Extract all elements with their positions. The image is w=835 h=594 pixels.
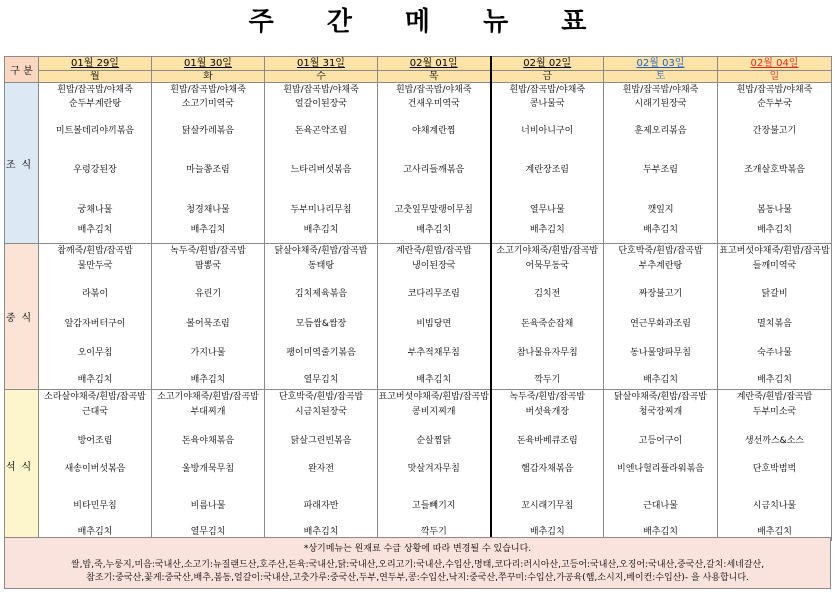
dish-item: 흰밥/잡곡밥/야채죽: [736, 85, 813, 95]
dish-item: 배추김치: [416, 225, 452, 235]
day-date-saturday: 02월 03일: [604, 57, 718, 71]
day-weekday: 월: [39, 71, 152, 83]
dish-item: 순두부계란탕: [68, 99, 122, 109]
dish-item: 흰밥/잡곡밥/야채죽: [622, 85, 699, 95]
day-weekday-sunday: 일: [718, 71, 832, 83]
dish-item: 배추김치: [190, 225, 226, 235]
dish-item: 순두부국: [757, 99, 792, 109]
dish-item: 닭살야채죽/흰밥/잡곡밥: [274, 246, 368, 256]
dish-item: 배추김치: [757, 375, 792, 385]
page-title: 주 간 메 뉴 표: [248, 7, 609, 37]
menu-cell: [39, 390, 152, 541]
category-header: 구 분: [5, 57, 39, 83]
dish-item: 고춧잎무말랭이무침: [394, 205, 473, 215]
dish-item: 배추김치: [643, 527, 678, 537]
notes-origin-line-2: 참조기:중국산,꽃게:중국산,배추,봄동,얼갈이:국내산,고춧가루:중국산,두부,연두부,콩:수입산,낙지:중국산,쭈꾸미:수입산,가공육(햄,소시지,베이컨:수입산)- 을 사용합니다.: [86, 573, 749, 583]
dish-item: 돈육곤약조림: [294, 126, 348, 136]
dish-item: 느타리버섯볶음: [290, 165, 352, 175]
dish-item: 소라살야채죽/흰밥/잡곡밥: [44, 392, 146, 402]
dish-item: 햄감자채볶음: [521, 464, 574, 474]
menu-cell: [491, 390, 604, 541]
dish-item: 배추김치: [77, 527, 113, 537]
dish-item: 표고버섯야채죽/흰밥/잡곡밥: [378, 392, 489, 402]
dish-item: 청경채나물: [186, 205, 230, 215]
day-date-sunday: 02월 04일: [718, 57, 832, 71]
dish-item: 배추김치: [303, 527, 339, 537]
day-date: 02월 02일: [491, 57, 604, 71]
dish-item: 훈제오리볶음: [634, 126, 687, 136]
dish-item: 근대나물: [643, 501, 678, 511]
dish-item: 흰밥/잡곡밥/야채죽: [57, 85, 133, 95]
dish-item: 비타민무침: [73, 501, 117, 511]
dish-item: 흰밥/잡곡밥/야채죽: [395, 85, 472, 95]
menu-cell: [265, 390, 378, 541]
dish-item: 마늘쫑조림: [186, 165, 230, 175]
menu-cell: [718, 390, 832, 541]
dish-item: 간장불고기: [752, 126, 797, 136]
dish-item: 봄동나물: [757, 205, 792, 215]
dish-item: 배추김치: [190, 375, 226, 385]
dish-item: 열무나물: [529, 205, 565, 215]
dish-item: 배추김치: [303, 225, 339, 235]
dish-item: 표고버섯야채죽/흰밥/잡곡밥: [719, 246, 830, 256]
dish-item: 물만두국: [77, 261, 113, 271]
dish-item: 김치전: [534, 289, 561, 299]
menu-cell: [604, 390, 718, 541]
dish-item: 녹두죽/흰밥/잡곡밥: [170, 246, 246, 256]
menu-cell: [491, 244, 604, 390]
menu-cell: [152, 390, 265, 541]
menu-cell: [491, 83, 604, 244]
dish-item: 미트볼데리야끼볶음: [55, 126, 135, 136]
dish-item: 완자전: [307, 464, 335, 474]
meal-row-dinner: [5, 390, 832, 541]
dish-item: 흰밥/잡곡밥/야채죽: [283, 85, 359, 95]
dish-item: 맛살겨자무침: [407, 464, 460, 474]
dish-item: 조개살호박볶음: [744, 165, 805, 175]
day-weekday: 목: [378, 71, 491, 83]
dish-item: 녹두죽/흰밥/잡곡밥: [509, 392, 586, 402]
dish-item: 오이무침: [77, 348, 113, 358]
dish-item: 비엔나헐리플라워볶음: [617, 464, 704, 474]
dish-item: 방어조림: [77, 436, 113, 446]
dish-item: 멸치볶음: [757, 319, 792, 329]
dish-item: 배추김치: [77, 375, 113, 385]
menu-cell: [718, 244, 832, 390]
dish-item: 건새우미역국: [407, 99, 460, 109]
dish-item: 얼갈이된장국: [294, 99, 348, 109]
menu-cell: [265, 83, 378, 244]
dish-item: 돈육바베큐조림: [516, 436, 578, 446]
dish-item: 고등어구이: [638, 436, 683, 446]
menu-cell: [604, 83, 718, 244]
dish-item: 콩비지찌개: [412, 407, 456, 417]
meal-row-breakfast: [5, 83, 832, 244]
dish-item: 소고기야채죽/흰밥/잡곡밥: [157, 392, 259, 402]
dish-item: 비름나물: [190, 501, 226, 511]
dish-item: 콩나물국: [529, 99, 565, 109]
dish-item: 닭갈비: [761, 289, 788, 299]
dish-item: 닭살그린빈볶음: [290, 436, 352, 446]
dish-item: 팜뽕국: [194, 261, 222, 271]
dish-item: 흰밥/잡곡밥/야채죽: [170, 85, 246, 95]
notes-box: [4, 537, 831, 589]
dish-item: 순살찜닭: [416, 436, 452, 446]
dish-item: 계란죽/흰밥/잡곡밥: [395, 246, 472, 256]
menu-cell: [718, 83, 832, 244]
dish-item: 김치제육볶음: [294, 289, 348, 299]
dish-item: 유린기: [194, 289, 222, 299]
day-weekday: 수: [265, 71, 378, 83]
dish-item: 파래자반: [303, 501, 339, 511]
dish-item: 생선까스&소스: [744, 436, 805, 446]
dish-item: 고사리들깨볶음: [403, 165, 465, 175]
dish-item: 깍두기: [420, 527, 447, 537]
dish-item: 흰밥/잡곡밥/야채죽: [509, 85, 586, 95]
dish-item: 야채계란찜: [412, 126, 456, 136]
day-weekday: 화: [152, 71, 265, 83]
dish-item: 닭살카레볶음: [181, 126, 235, 136]
dish-item: 너비아니구이: [521, 126, 574, 136]
weekly-menu-table: [4, 56, 832, 541]
meal-label-breakfast: 조식: [5, 83, 39, 244]
dish-item: 참나물유자무침: [516, 348, 578, 358]
dish-item: 두부미소국: [752, 407, 797, 417]
menu-cell: [378, 244, 491, 390]
day-date: 01월 30일: [152, 57, 265, 71]
menu-cell: [152, 244, 265, 390]
dish-item: 배추김치: [757, 225, 792, 235]
dish-item: 알감자버터구이: [64, 319, 126, 329]
dish-item: 동나물양파무침: [630, 348, 691, 358]
menu-cell: [39, 244, 152, 390]
menu-cell: [378, 83, 491, 244]
dish-item: 냉이된장국: [412, 261, 456, 271]
dish-item: 버섯육개장: [525, 407, 569, 417]
dish-item: 들깨미역국: [752, 261, 797, 271]
dish-item: 팽이미역줄기볶음: [286, 348, 356, 358]
dish-item: 라볶이: [81, 289, 109, 299]
notes-origin-line-1: 쌀,밥,죽,누룽지,미음:국내산,소고기:뉴질랜드산,호주산,돈육:국내산,닭:국내산,오리고기:국내산,수입산,명태,코다리:러시아산,고등어:국내산,오징어:국내산,중국산,갈치:세네갈산,: [70, 560, 765, 570]
dish-item: 단호박죽/흰밥/잡곡밥: [278, 392, 364, 402]
day-date: 02월 01일: [378, 57, 491, 71]
meal-label-lunch: 중식: [5, 244, 39, 390]
dish-item: 고들빼기지: [412, 501, 456, 511]
dish-item: 연근무화과조림: [630, 319, 691, 329]
dish-item: 짜장불고기: [638, 289, 683, 299]
dish-item: 소고기미역국: [181, 99, 235, 109]
day-weekday-saturday: 토: [604, 71, 718, 83]
day-weekday: 금: [491, 71, 604, 83]
dish-item: 코다리무조림: [407, 289, 460, 299]
dish-item: 가지나물: [190, 348, 226, 358]
menu-cell: [152, 83, 265, 244]
menu-cell: [265, 244, 378, 390]
menu-cell: [378, 390, 491, 541]
dish-item: 닭살야채죽/흰밥/잡곡밥: [613, 392, 707, 402]
dish-item: 청국장찌개: [638, 407, 683, 417]
dish-item: 부추적채무침: [407, 348, 460, 358]
dish-item: 비빔당면: [416, 319, 452, 329]
menu-cell: [604, 244, 718, 390]
dish-item: 새송이버섯볶음: [64, 464, 126, 474]
dish-item: 두부미나리무침: [290, 205, 352, 215]
dish-item: 근대국: [81, 407, 109, 417]
dish-item: 모듬쌈&쌈장: [295, 319, 347, 329]
dish-item: 꼬시래기무침: [521, 501, 574, 511]
dish-item: 우렁강된장: [73, 165, 117, 175]
dish-item: 돈육야채볶음: [181, 436, 235, 446]
dish-item: 볼어묵조림: [186, 319, 230, 329]
dish-item: 시래기된장국: [634, 99, 687, 109]
dish-item: 계란죽/흰밥/잡곡밥: [736, 392, 813, 402]
dish-item: 부추계란탕: [638, 261, 683, 271]
dish-item: 열무김치: [303, 375, 339, 385]
dish-item: 동태탕: [307, 261, 335, 271]
menu-cell: [39, 83, 152, 244]
dish-item: 열무김치: [190, 527, 226, 537]
dish-item: 계란장조림: [525, 165, 569, 175]
dish-item: 깍두기: [534, 375, 561, 385]
dish-item: 돈육죽순잡채: [521, 319, 574, 329]
notes-disclaimer: *상기메뉴는 원재료 수급 상황에 따라 변경될 수 있습니다.: [303, 544, 532, 554]
day-date: 01월 31일: [265, 57, 378, 71]
meal-row-lunch: [5, 244, 832, 390]
meal-label-dinner: 석식: [5, 390, 39, 541]
dish-item: 숙주나물: [757, 348, 792, 358]
dish-item: 깻잎지: [647, 205, 674, 215]
dish-item: 배추김치: [643, 225, 678, 235]
dish-item: 시금치된장국: [294, 407, 348, 417]
dish-item: 참깨죽/흰밥/잡곡밥: [57, 246, 133, 256]
dish-item: 어묵무동국: [525, 261, 569, 271]
dish-item: 궁채나물: [77, 205, 113, 215]
dish-item: 단호박죽/흰밥/잡곡밥: [618, 246, 703, 256]
dish-item: 배추김치: [529, 225, 565, 235]
dish-item: 단호박범벅: [752, 464, 797, 474]
dish-item: 두부조림: [643, 165, 678, 175]
dish-item: 울방개묵무침: [181, 464, 235, 474]
day-date: 01월 29일: [39, 57, 152, 71]
dish-item: 배추김치: [77, 225, 113, 235]
dish-item: 부대찌개: [190, 407, 226, 417]
dish-item: 배추김치: [416, 375, 452, 385]
dish-item: 배추김치: [643, 375, 678, 385]
dish-item: 배추김치: [757, 527, 792, 537]
dish-item: 시금치나물: [752, 501, 797, 511]
dish-item: 배추김치: [529, 527, 565, 537]
dish-item: 소고기야채죽/흰밥/잡곡밥: [496, 246, 599, 256]
